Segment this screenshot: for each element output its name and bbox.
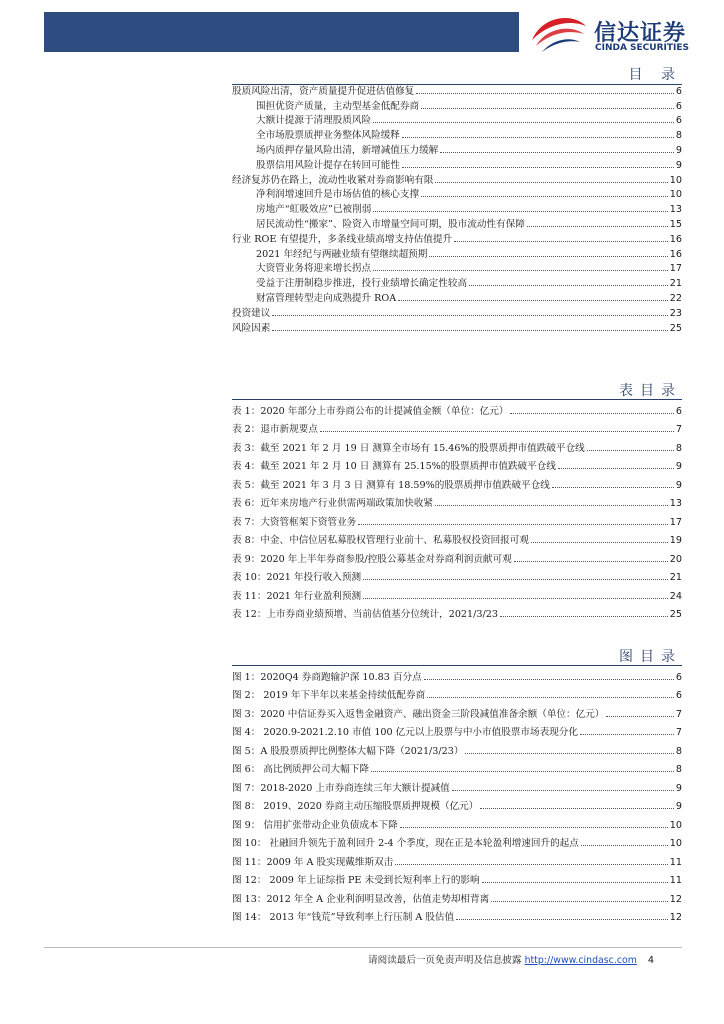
figure-entry[interactable] bbox=[232, 812, 682, 831]
dot-leader bbox=[371, 771, 674, 772]
toc-entry-page: 25 bbox=[669, 322, 682, 334]
dot-leader bbox=[527, 226, 668, 227]
toc-entry-page: 23 bbox=[669, 307, 682, 319]
page-number: 4 bbox=[647, 955, 655, 966]
table-entry-text: 表 6：近年来房地产行业供需两端政策加快收紧 bbox=[232, 498, 434, 509]
table-entry[interactable] bbox=[232, 398, 682, 417]
dot-leader bbox=[373, 122, 674, 123]
dot-leader bbox=[452, 790, 674, 791]
table-entry-text: 表 9：2020 年上半年券商参股/控股公募基金对券商利润贡献可观 bbox=[232, 553, 512, 565]
toc-entry[interactable] bbox=[232, 304, 682, 319]
figure-entry-page: 11 bbox=[669, 856, 682, 868]
figure-entry-text: 图 2： 2019 年下半年以来基金持续低配券商 bbox=[232, 690, 426, 701]
figure-entry-page: 12 bbox=[669, 912, 682, 923]
toc-entry-page: 21 bbox=[669, 278, 682, 290]
dot-leader bbox=[480, 808, 674, 809]
figure-entry-page: 12 bbox=[669, 893, 682, 905]
dot-leader bbox=[363, 598, 668, 599]
figure-entry[interactable] bbox=[232, 849, 682, 868]
toc-entry-page: 16 bbox=[669, 248, 682, 260]
dot-leader bbox=[373, 270, 668, 271]
toc-entry-text: 大资管业务将迎来增长拐点 bbox=[256, 263, 372, 275]
dot-leader bbox=[395, 864, 668, 865]
figure-entry[interactable] bbox=[232, 794, 682, 813]
dot-leader bbox=[465, 753, 673, 754]
dot-leader bbox=[402, 137, 674, 138]
figure-entry-page: 9 bbox=[675, 801, 682, 812]
figure-entry-page: 7 bbox=[675, 727, 682, 738]
toc-entry[interactable] bbox=[232, 171, 682, 186]
figure-entry-text: 图 10： 社融回升领先于盈利回升 2-4 个季度，现在正是本轮盈利增速回升的起点 bbox=[232, 838, 579, 849]
figure-entry[interactable] bbox=[232, 757, 682, 776]
toc-entry-text: 大额计提源于清理股质风险 bbox=[256, 115, 372, 127]
toc-entry[interactable] bbox=[232, 319, 682, 334]
table-entry-text: 表 2：退市新规要点 bbox=[232, 424, 318, 435]
dot-leader bbox=[398, 300, 668, 301]
toc-entry-page: 15 bbox=[669, 218, 682, 230]
dot-leader bbox=[363, 579, 668, 580]
dot-leader bbox=[421, 196, 668, 197]
figure-entry[interactable] bbox=[232, 664, 682, 683]
toc-entry-text: 围担优资产质量，主动型基金低配券商 bbox=[256, 100, 420, 112]
table-entry-page: 9 bbox=[675, 461, 682, 472]
figure-entry-page: 10 bbox=[669, 819, 682, 831]
toc-entry-page: 22 bbox=[669, 292, 682, 304]
table-entry-page: 9 bbox=[675, 479, 682, 491]
table-entry-text: 表 5：截至 2021 年 3 月 3 日 测算有 18.59%的股票质押市值跌破平仓线 bbox=[232, 479, 550, 491]
figure-entry-text: 图 8： 2019、2020 券商主动压缩股票质押规模（亿元） bbox=[232, 801, 479, 812]
figure-entry-text: 图 7：2018-2020 上市券商连续三年大额计提减值 bbox=[232, 782, 450, 794]
toc-entry-page: 10 bbox=[669, 189, 682, 201]
dot-leader bbox=[552, 487, 674, 488]
toc-entry[interactable] bbox=[232, 245, 682, 260]
figure-entry[interactable] bbox=[232, 886, 682, 905]
toc-entry-page: 9 bbox=[675, 159, 682, 171]
footer-disclaimer: 请阅读最后一页免责声明及信息披露 bbox=[368, 955, 522, 966]
figure-entry-text: 图 9： 信用扩张带动企业负债成本下降 bbox=[232, 819, 398, 831]
toc-entry-page: 10 bbox=[669, 174, 682, 186]
table-entry-page: 8 bbox=[675, 442, 682, 454]
table-entry[interactable] bbox=[232, 546, 682, 565]
table-entry-page: 6 bbox=[675, 405, 682, 417]
dot-leader bbox=[531, 542, 668, 543]
dot-leader bbox=[510, 413, 673, 414]
toc-entry-text: 2021 年经纪与两融业绩有望继续超预期 bbox=[256, 248, 428, 260]
table-entry[interactable] bbox=[232, 454, 682, 473]
dot-leader bbox=[581, 845, 668, 846]
dot-leader bbox=[606, 716, 673, 717]
dot-leader bbox=[358, 524, 668, 525]
table-entry-page: 13 bbox=[669, 498, 682, 509]
toc-entry-page: 13 bbox=[669, 204, 682, 216]
figure-entry-page: 10 bbox=[669, 838, 682, 849]
table-entry-text: 表 1：2020 年部分上市券商公布的计提减值金额（单位：亿元） bbox=[232, 405, 509, 417]
dot-leader bbox=[427, 697, 674, 698]
toc-entry[interactable] bbox=[232, 82, 682, 97]
toc-entry[interactable] bbox=[232, 126, 682, 141]
figure-entry[interactable] bbox=[232, 868, 682, 887]
figures-list bbox=[232, 664, 682, 923]
table-entry[interactable] bbox=[232, 509, 682, 528]
toc-entry[interactable] bbox=[232, 186, 682, 201]
cinda-logo-icon bbox=[528, 10, 590, 56]
dot-leader bbox=[421, 108, 674, 109]
figure-entry-page: 8 bbox=[675, 745, 682, 757]
figure-entry[interactable] bbox=[232, 683, 682, 702]
toc-entry[interactable] bbox=[232, 141, 682, 156]
dot-leader bbox=[272, 315, 667, 316]
logo-chinese-text: 信达证券 bbox=[594, 21, 687, 46]
toc-entry[interactable] bbox=[232, 274, 682, 289]
tables-title: 表目录 bbox=[619, 383, 682, 399]
toc-entry[interactable] bbox=[232, 215, 682, 230]
figure-entry-page: 6 bbox=[675, 690, 682, 701]
cinda-logo bbox=[528, 10, 708, 58]
dot-leader bbox=[416, 93, 674, 94]
table-entry-text: 表 7：大资管框架下资管业务 bbox=[232, 516, 357, 528]
figure-entry[interactable] bbox=[232, 775, 682, 794]
figure-entry[interactable] bbox=[232, 720, 682, 739]
dot-leader bbox=[456, 919, 668, 920]
table-entry-page: 17 bbox=[669, 516, 682, 528]
figure-entry-text: 图 6： 高比例质押公司大幅下降 bbox=[232, 764, 369, 775]
dot-leader bbox=[435, 182, 667, 183]
figure-entry[interactable] bbox=[232, 738, 682, 757]
toc-entry[interactable] bbox=[232, 200, 682, 215]
table-entry[interactable] bbox=[232, 435, 682, 454]
table-entry[interactable] bbox=[232, 565, 682, 584]
dot-leader bbox=[373, 211, 667, 212]
figure-entry-text: 图 3：2020 中信证券买入返售金融资产、融出资金三阶段减值准备余额（单位：亿元） bbox=[232, 708, 605, 720]
dot-leader bbox=[469, 285, 668, 286]
table-entry-page: 21 bbox=[669, 572, 682, 583]
toc-list bbox=[232, 82, 682, 334]
toc-entry-text: 股票信用风险计提存在转回可能性 bbox=[256, 159, 400, 171]
dot-leader bbox=[440, 152, 674, 153]
table-entry-page: 7 bbox=[675, 424, 682, 435]
toc-entry-page: 9 bbox=[675, 144, 682, 156]
toc-entry-page: 6 bbox=[675, 85, 682, 97]
figure-entry-text: 图 4： 2020.9-2021.2.10 市值 100 亿元以上股票与中小市值股票市场表现分化 bbox=[232, 727, 578, 738]
dot-leader bbox=[587, 450, 674, 451]
footer-rule bbox=[44, 947, 682, 948]
dot-leader bbox=[272, 330, 667, 331]
toc-title: 目 录 bbox=[628, 67, 682, 83]
logo-english-text: CINDA SECURITIES bbox=[595, 43, 689, 53]
tables-list bbox=[232, 398, 682, 620]
dot-leader bbox=[580, 734, 674, 735]
toc-entry-page: 16 bbox=[669, 233, 682, 245]
footer bbox=[368, 952, 654, 966]
toc-entry-text: 投资建议 bbox=[232, 307, 271, 319]
toc-entry-text: 居民流动性“搬家”、险资入市增量空间可期，股市流动性有保障 bbox=[256, 218, 525, 230]
toc-entry-page: 17 bbox=[669, 263, 682, 275]
toc-entry-text: 经济复苏仍在路上，流动性收紧对券商影响有限 bbox=[232, 174, 434, 186]
toc-entry-text: 受益于注册制稳步推进，投行业绩增长确定性较高 bbox=[256, 278, 468, 290]
figure-entry[interactable] bbox=[232, 831, 682, 850]
toc-entry[interactable] bbox=[232, 112, 682, 127]
dot-leader bbox=[514, 561, 668, 562]
figures-title: 图目录 bbox=[619, 649, 682, 665]
footer-link[interactable]: http://www.cindasc.com bbox=[524, 955, 637, 966]
toc-entry-text: 财富管理转型走向成熟提升 ROA bbox=[256, 292, 397, 304]
toc-entry[interactable] bbox=[232, 289, 682, 304]
table-entry-page: 19 bbox=[669, 535, 682, 546]
toc-entry-text: 房地产“虹吸效应”已被削弱 bbox=[256, 204, 372, 216]
table-entry[interactable] bbox=[232, 602, 682, 621]
dot-leader bbox=[482, 882, 668, 883]
figure-entry[interactable] bbox=[232, 701, 682, 720]
table-entry-text: 表 3：截至 2021 年 2 月 19 日 测算全市场有 15.46%的股票质押市值跌破平仓线 bbox=[232, 442, 585, 454]
figure-entry-text: 图 13：2012 年全 A 企业利润明显改善，估值走势却相背离 bbox=[232, 893, 490, 905]
table-entry[interactable] bbox=[232, 417, 682, 436]
dot-leader bbox=[400, 827, 668, 828]
figure-entry-page: 8 bbox=[675, 764, 682, 775]
dot-leader bbox=[491, 901, 668, 902]
table-entry-text: 表 12：上市券商业绩预增、当前估值基分位统计，2021/3/23 bbox=[232, 609, 498, 620]
header-bar bbox=[44, 12, 519, 52]
toc-entry-text: 行业 ROE 有望提升，多条线业绩高增支持估值提升 bbox=[232, 233, 453, 245]
dot-leader bbox=[424, 679, 674, 680]
dot-leader bbox=[454, 241, 668, 242]
toc-entry[interactable] bbox=[232, 156, 682, 171]
table-entry-page: 25 bbox=[669, 609, 682, 620]
toc-entry-page: 6 bbox=[675, 100, 682, 112]
figure-entry-text: 图 5：A 股股票质押比例整体大幅下降（2021/3/23） bbox=[232, 745, 464, 757]
table-entry-text: 表 10：2021 年投行收入预测 bbox=[232, 572, 362, 583]
table-entry[interactable] bbox=[232, 472, 682, 491]
toc-entry-page: 8 bbox=[675, 130, 682, 142]
dot-leader bbox=[320, 431, 674, 432]
table-entry-page: 24 bbox=[669, 590, 682, 602]
table-entry-text: 表 4：截至 2021 年 2 月 10 日 测算有 25.15%的股票质押市值跌破平仓线 bbox=[232, 461, 556, 472]
table-entry-text: 表 8：中金、中信位居私募股权管理行业前十、私募股权投资回报可观 bbox=[232, 535, 529, 546]
figure-entry-page: 7 bbox=[675, 708, 682, 720]
toc-entry-text: 场内质押存量风险出清，新增减值压力缓解 bbox=[256, 144, 439, 156]
figure-entry-page: 11 bbox=[669, 875, 682, 886]
dot-leader bbox=[435, 505, 668, 506]
table-entry[interactable] bbox=[232, 583, 682, 602]
dot-leader bbox=[429, 256, 667, 257]
dot-leader bbox=[558, 468, 674, 469]
toc-entry[interactable] bbox=[232, 97, 682, 112]
figure-entry-page: 6 bbox=[675, 671, 682, 683]
toc-entry[interactable] bbox=[232, 230, 682, 245]
figure-entry-text: 图 14： 2013 年“钱荒”导致利率上行压制 A 股估值 bbox=[232, 912, 455, 923]
toc-entry-page: 6 bbox=[675, 115, 682, 127]
toc-entry[interactable] bbox=[232, 260, 682, 275]
table-entry[interactable] bbox=[232, 491, 682, 510]
dot-leader bbox=[402, 167, 674, 168]
table-entry-page: 20 bbox=[669, 553, 682, 565]
figure-entry-text: 图 11：2009 年 A 股实现戴维斯双击 bbox=[232, 856, 394, 868]
figure-entry-page: 9 bbox=[675, 782, 682, 794]
table-entry[interactable] bbox=[232, 528, 682, 547]
figure-entry[interactable] bbox=[232, 905, 682, 924]
table-entry-text: 表 11：2021 年行业盈利预测 bbox=[232, 590, 362, 602]
toc-entry-text: 股质风险出清，资产质量提升促进估值修复 bbox=[232, 85, 415, 97]
toc-entry-text: 净利润增速回升是市场估值的核心支撑 bbox=[256, 189, 420, 201]
figure-entry-text: 图 1：2020Q4 券商跑输沪深 10.83 百分点 bbox=[232, 671, 422, 683]
dot-leader bbox=[500, 616, 668, 617]
toc-entry-text: 风险因素 bbox=[232, 322, 271, 334]
figure-entry-text: 图 12： 2009 年上证综指 PE 未受到长短利率上行的影响 bbox=[232, 875, 480, 886]
toc-entry-text: 全市场股票质押业务整体风险缓释 bbox=[256, 130, 400, 142]
